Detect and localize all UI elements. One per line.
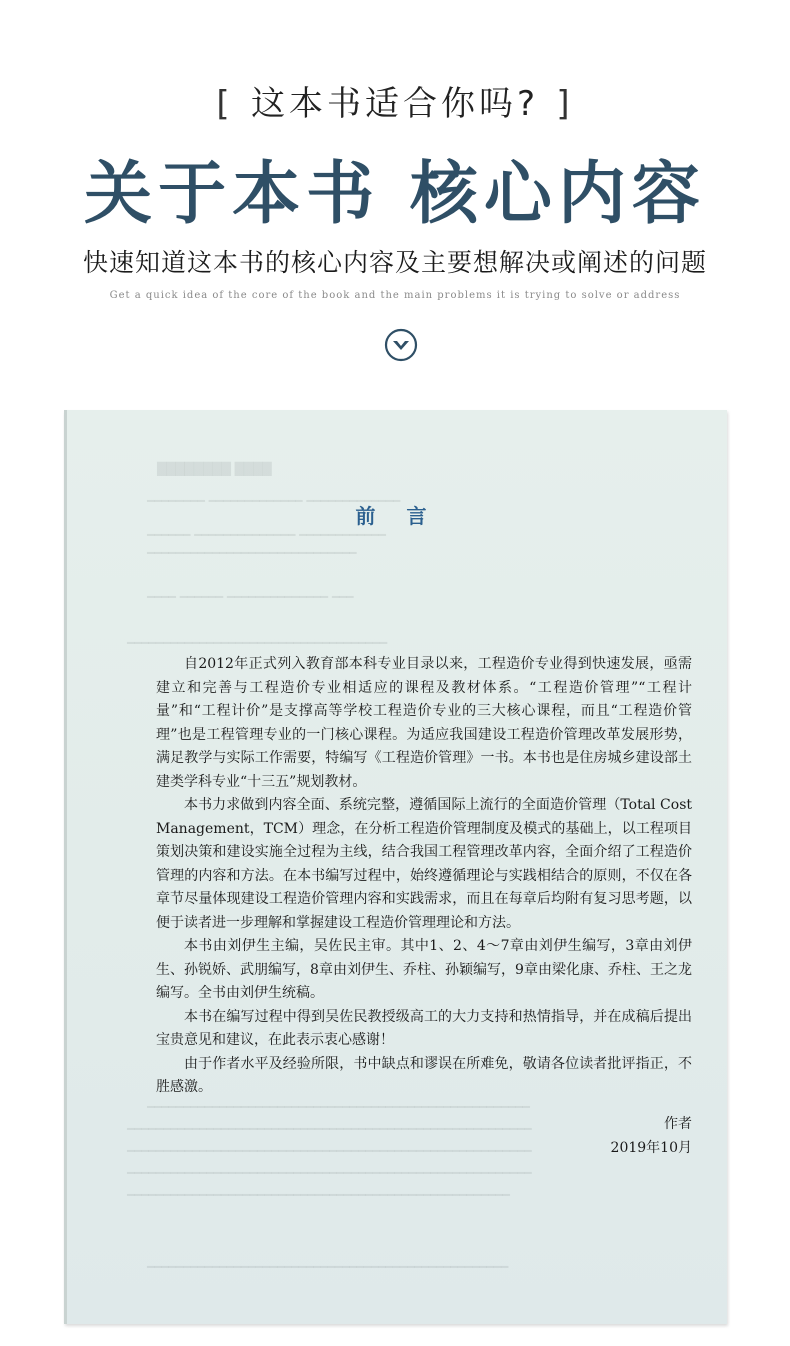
preface-paragraph: 自2012年正式列入教育部本科专业目录以来，工程造价专业得到快速发展，亟需建立和完善与工程造价专业相适应的课程及教材体系。“工程造价管理”“工程计量”和“工程计价”是支撑高等学校工程造价专业的三大核心课程，而且“工程造价管理”也是工程管理专业的一门核心课程。为适应我国建设工程造价管理改革发展形势，满足教学与实际工作需要，特编写《工程造价管理》一书。本书也是住房城乡建设部土建类学科专业“十三五”规划教材。 — [156, 656, 692, 790]
preface-paragraph: 本书由刘伊生主编，吴佐民主审。其中1、2、4～7章由刘伊生编写，3章由刘伊生、孙锐娇、武朋编写，8章由刘伊生、乔柱、孙颖编写，9章由梁化康、乔柱、王之龙编写。全书由刘伊生统稿。 — [156, 938, 692, 1001]
preface-paragraph: 本书力求做到内容全面、系统完整，遵循国际上流行的全面造价管理（Total Cost Management，TCM）理念，在分析工程造价管理制度及模式的基础上，以工程项目策划决策和建设实施全过程为主线，结合我国工程管理改革内容，全面介绍了工程造价管理的内容和方法。在本书编写过程中，始终遵循理论与实践相结合的原则，不仅在各章节尽量体现建设工程造价管理内容和实践需求，而且在每章后均附有复习思考题，以便于读者进一步理解和掌握建设工程造价管理理论和方法。 — [156, 797, 692, 931]
main-title: 关于本书 核心内容 — [84, 154, 706, 234]
chinese-subtitle: 快速知道这本书的核心内容及主要想解决或阐述的问题 — [82, 248, 707, 277]
chevron-down-circle-icon — [384, 328, 418, 362]
right-bracket: ] — [553, 84, 579, 124]
signature-author: 作者 — [664, 1116, 692, 1132]
english-subtitle: Get a quick idea of the core of the book and the main problems it is trying to solve or address — [109, 290, 681, 301]
preface-title: 前 言 — [355, 504, 439, 528]
left-bracket: [ — [211, 84, 237, 124]
preface-paragraph: 本书在编写过程中得到吴佐民教授级高工的大力支持和热情指导，并在成稿后提出宝贵意见和建议，在此表示衷心感谢！ — [156, 1008, 692, 1048]
bleed-through-text: ████████ ████ ━━━━━━━━ ━━━━━━━━━━━━━ ━━━━━━━━━━━━━ ━━━━━━ ━━━━━━━━━━━━━━ ━━━━━━━━━━━━ ━━━━━━━━━━━━━━━━━━━━━━━━━━━━━ ━━━━ ━━━━━━ ━━━━━━━━━━━━━━ ━━━ ━━━━━━━━━━━━━━━━━━━━━━━━━━━━━━━━━━━━ ━━━━━━━━━━━━━━━━━━━━━━━━━━━━━━━━━━━━━━━━━━━━━━━━━━━━━ ━━━━━━━━━━━━━━━━━━━━━━━━━━━━━━━━━━━━━━━━━━━━━━━━━━━━━━━━ ━━━━━━━━━━━━━━━━━━━━━━━━━━━━━━━━━━━━━━━━━━━━━━━━━━━━━━━━ ━━━━━━━━━━━━━━━━━━━━━━━━━━━━━━━━━━━━━━━━━━━━━━━━━━━━━━━━ ━━━━━━━━━━━━━━━━━━━━━━━━━━━━━━━━━━━━━━━━━━━━━━━━━━━━━ ━━━━━━━━━━━━━━━━━━━━━━━━━━━━━━━━━━━━━━━━━━━━━━━━━━ — [127, 462, 532, 1274]
book-intro-header — [0, 0, 790, 400]
preface-paragraph: 由于作者水平及经验所限，书中缺点和谬误在所难免，敬请各位读者批评指正，不胜感激。 — [156, 1055, 692, 1095]
section-question-heading — [0, 76, 790, 125]
preface-page-photo — [64, 410, 727, 1324]
preface-body — [156, 653, 692, 1100]
question-text: 这本书适合你吗? — [250, 84, 540, 124]
signature-date: 2019年10月 — [610, 1140, 692, 1156]
